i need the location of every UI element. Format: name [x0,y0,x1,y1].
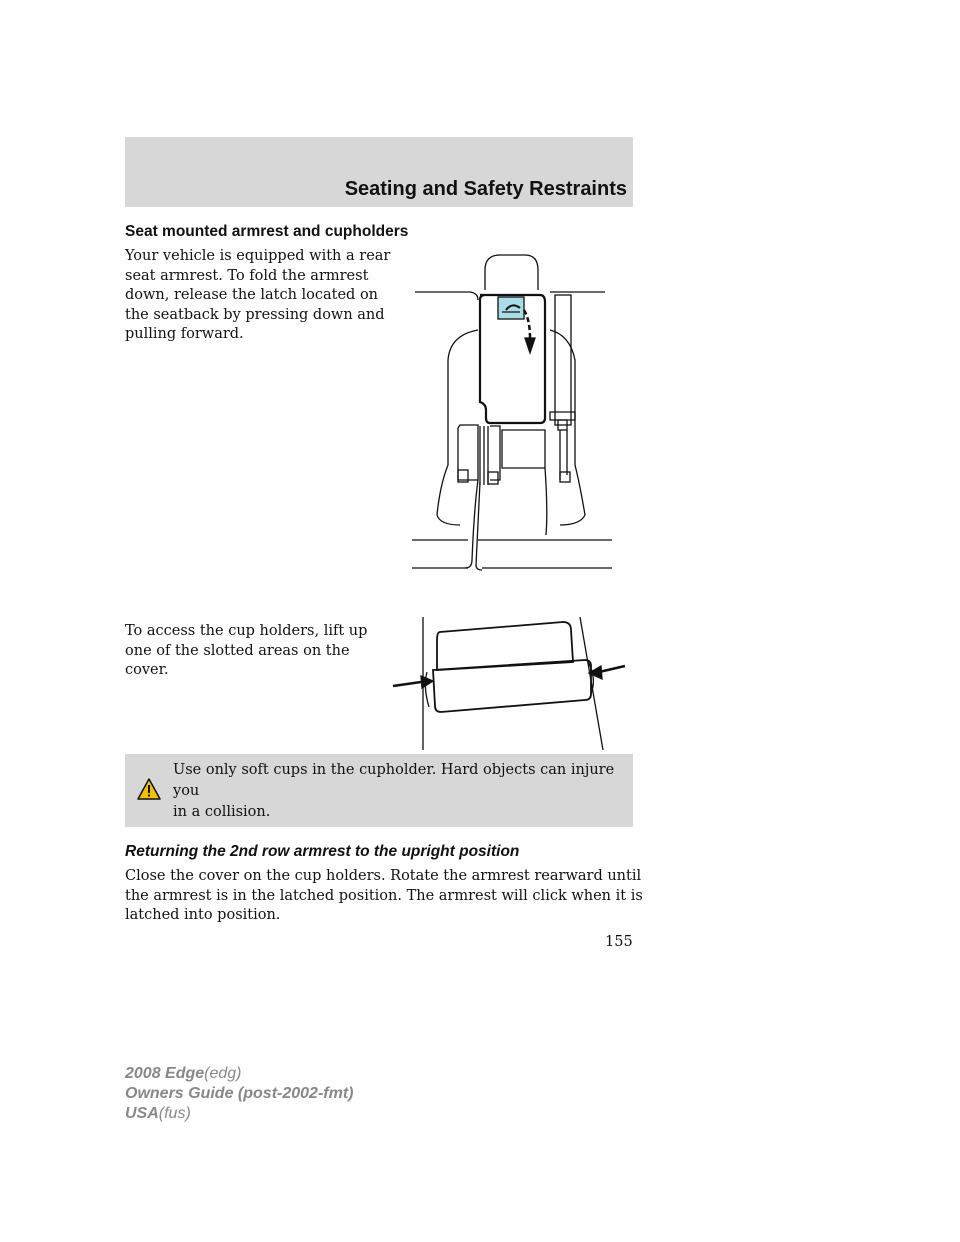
armrest-seat-illustration [400,250,620,580]
warning-text [173,760,628,823]
text-line: Your vehicle is equipped with a rear [125,248,391,264]
footer-model: 2008 Edge [125,1065,205,1082]
paragraph-fold-armrest [125,247,390,345]
text-line: Use only soft cups in the cupholder. Hard objects can injure you [173,762,615,799]
text-line: pulling forward. [125,326,244,343]
cupholder-cover-illustration [385,612,635,752]
section-header-band [125,137,633,207]
text-line: Close the cover on the cup holders. Rotate the armrest rearward until [125,868,642,884]
text-line: down, release the latch located on [125,287,379,304]
text-line: in a collision. [173,804,271,820]
section-heading: Seat mounted armrest and cupholders [125,223,409,240]
subsection-heading: Returning the 2nd row armrest to the upright position [125,843,520,860]
text-line: seat armrest. To fold the armrest [125,267,369,284]
text-line: cover. [125,662,169,679]
text-line: To access the cup holders, lift up [125,623,368,639]
footer-model-code: (edg) [204,1065,242,1082]
text-line: one of the slotted areas on the [125,642,350,659]
footer-guide: Owners Guide (post-2002-fmt) [125,1085,354,1102]
warning-box [125,754,633,827]
paragraph-return-armrest [125,867,643,926]
footer-market-code: (fus) [158,1105,191,1122]
text-line: latched into position. [125,907,281,924]
text-line: the seatback by pressing down and [125,306,385,323]
footer-market: USA [125,1105,159,1122]
section-title: Seating and Safety Restraints [344,178,627,200]
text-line: the armrest is in the latched position. The armrest will click when it is [125,887,643,904]
paragraph-cup-holders [125,622,367,681]
footer [125,1064,353,1124]
page-number: 155 [605,934,633,950]
warning-triangle-icon [137,778,161,800]
